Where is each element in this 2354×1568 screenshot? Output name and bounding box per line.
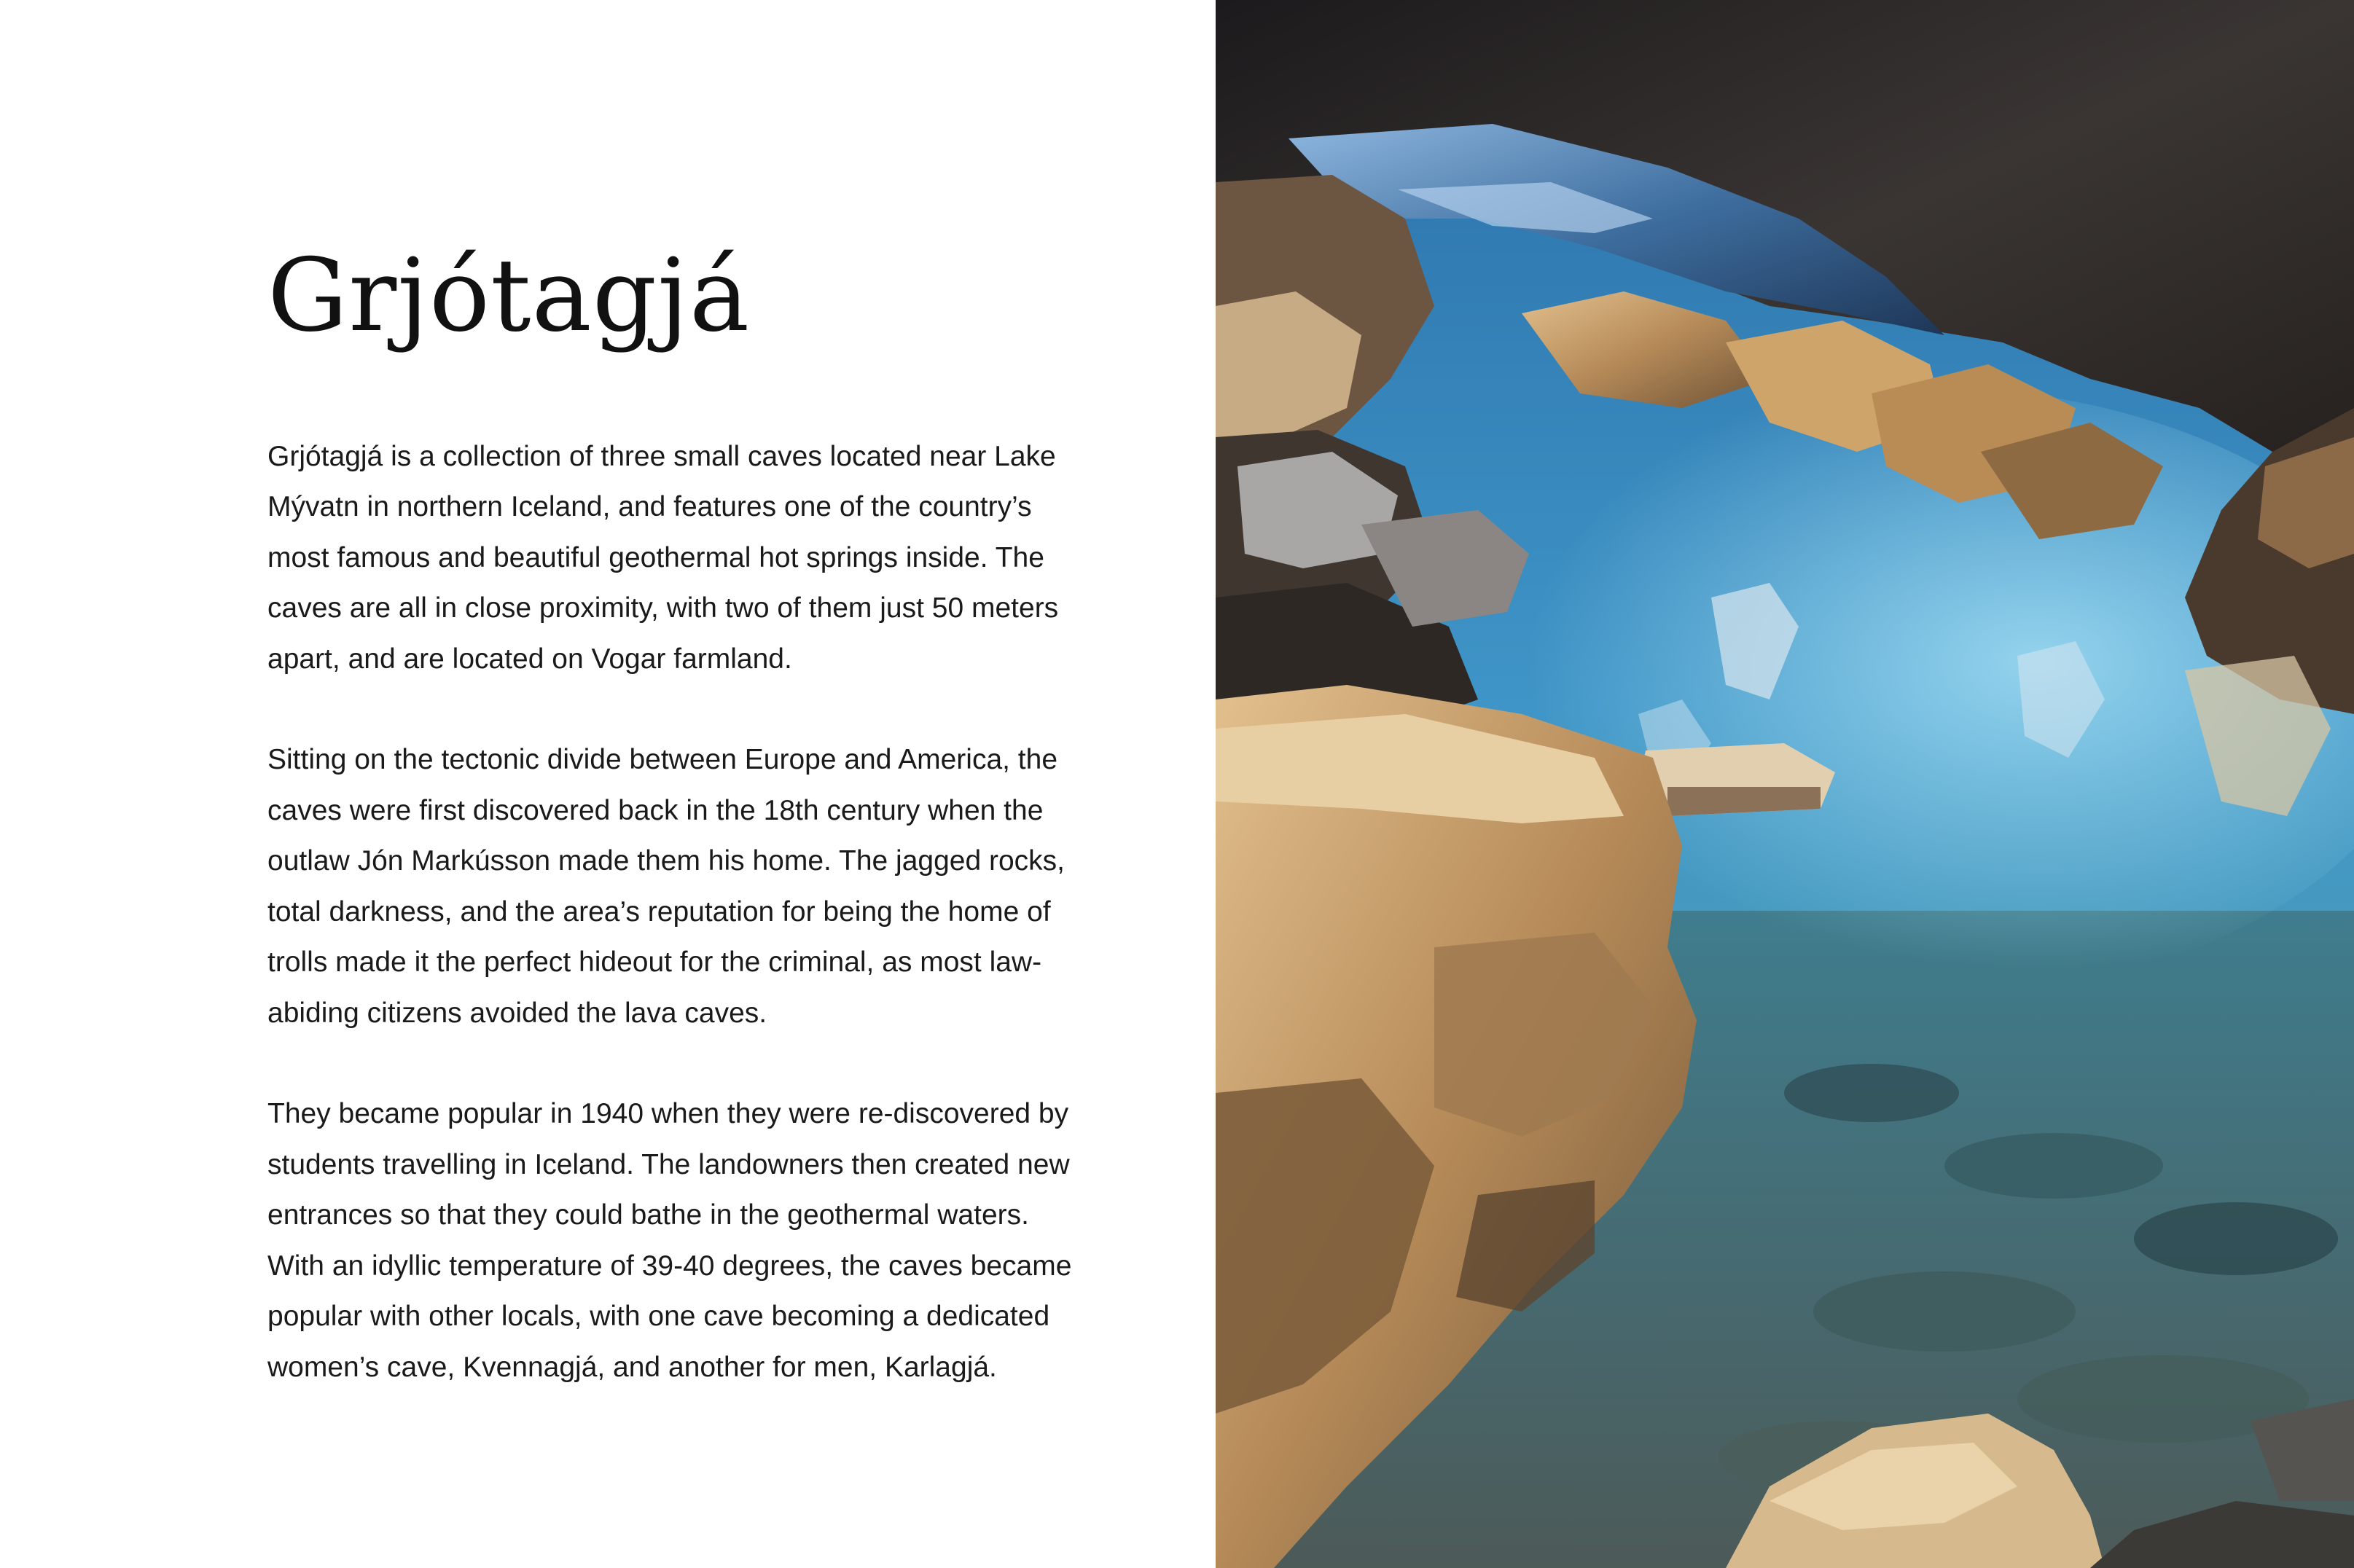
paragraph-2: Sitting on the tectonic divide between Europe and America, the caves were first discovered back in the 18th century when the outlaw Jón Markússon made them his home. The jagged rocks, total darkness, and the area’s reputation for being the home of trolls made it the perfect hideout for the criminal, as most law-abiding citizens avoided the lava caves. — [267, 744, 1065, 1029]
article-body — [267, 431, 1091, 1393]
paragraph-3: They became popular in 1940 when they were re-discovered by students travelling in Iceland. The landowners then created new entrances so that they could bathe in the geothermal waters. With an idyllic temperature of 39-40 degrees, the caves became popular with other locals, with one cave becoming a dedicated women’s cave, Kvennagjá, and another for men, Karlagjá. — [267, 1098, 1072, 1383]
paragraph-1: Grjótagjá is a collection of three small caves located near Lake Mývatn in northern Iceland, and features one of the country’s most famous and beautiful geothermal hot springs inside. The caves are all in close proximity, with two of them just 50 meters apart, and are located on Vogar farmland. — [267, 440, 1059, 675]
cave-hot-spring-illustration — [1216, 0, 2354, 1568]
cave-photo — [1216, 0, 2354, 1568]
page-title: Grjótagjá — [267, 237, 751, 354]
